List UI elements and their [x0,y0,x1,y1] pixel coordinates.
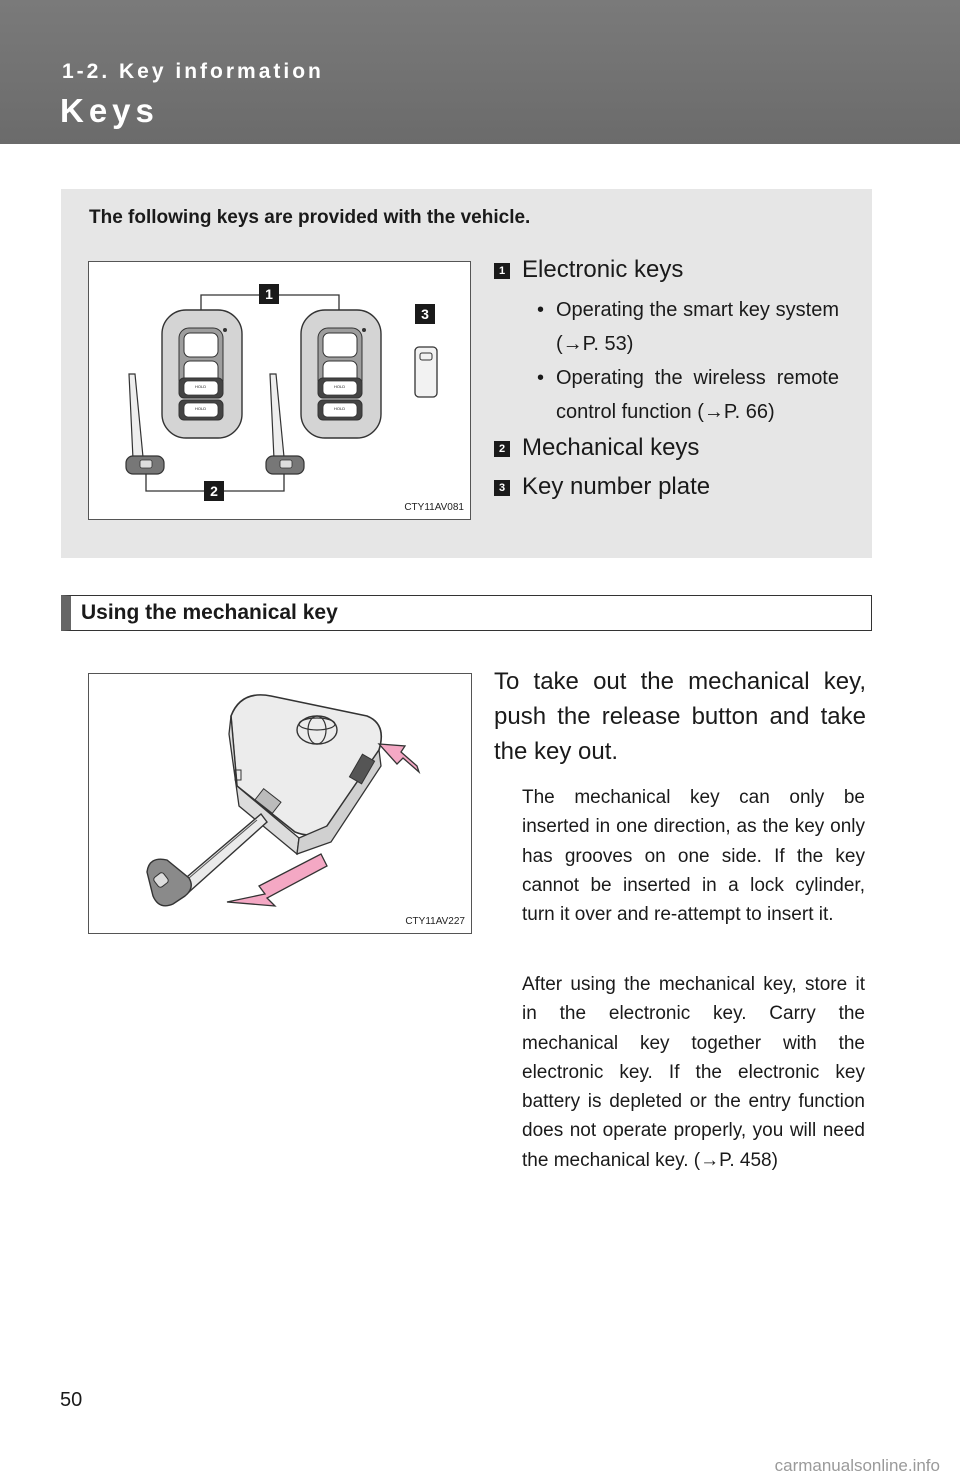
figure-code: CTY11AV227 [405,916,465,927]
section-heading-text: Using the mechanical key [81,601,338,624]
key-removal-diagram [89,674,471,933]
key-item-electronic [494,255,839,285]
svg-text:HOLD: HOLD [195,406,207,411]
intro-text: The following keys are provided with the vehicle. [89,207,531,228]
keys-info-box [61,189,872,558]
key-item-label: Electronic keys [522,256,684,283]
page-number: 50 [60,1389,83,1411]
keys-illustration [88,261,471,520]
chapter-header [0,0,960,144]
callout-3 [415,304,435,324]
note-paragraph-1: The mechanical key can only be inserted in one direction, as the key only has grooves on one side. If the key cannot be inserted in a lock cylinder, turn it over and re-attempt to insert it. [522,787,865,926]
electronic-key-right [301,310,381,438]
push-arrow-icon [379,744,419,772]
mechanical-key [147,814,267,906]
key-item-mechanical [494,433,839,463]
item-number-badge: 3 [494,480,510,496]
svg-text:HOLD: HOLD [195,384,207,389]
note-paragraph-2: After using the mechanical key, store it in the electronic key. Carry the mechanical key together with the electronic key. If the electronic key battery is depleted or the entry function does not operate properly, you will need the mechanical key. (→P. 458) [522,974,865,1171]
keys-diagram [89,262,470,519]
item-number-badge: 2 [494,441,510,457]
figure-code: CTY11AV081 [404,502,464,513]
mechanical-key-left [126,374,164,474]
page-title: Keys [60,92,159,129]
electronic-key-bullets [494,293,839,429]
callout-1 [259,284,279,304]
key-number-plate [415,347,437,397]
key-list [494,255,839,502]
item-number-badge: 1 [494,263,510,279]
mechanical-key-right [266,374,304,474]
svg-text:3: 3 [421,306,429,322]
svg-text:HOLD: HOLD [334,384,346,389]
pull-out-arrow-icon [227,854,327,906]
svg-text:1: 1 [265,286,273,302]
section-heading [61,595,872,631]
key-item-label: Key number plate [522,473,711,500]
key-item-label: Mechanical keys [522,434,700,461]
section-label: 1-2. Key information [62,60,324,83]
callout-2 [204,481,224,501]
electronic-key-left [162,310,242,438]
mechanical-key-illustration [88,673,472,934]
svg-text:HOLD: HOLD [334,406,346,411]
instruction-text: To take out the mechanical key, push the release button and take the key out. [494,668,866,765]
bullet-item: • Operating the smart key system (→P. 53) [537,299,839,355]
bullet-item: • Operating the wireless remote control function (→P. 66) [537,367,839,423]
watermark: carmanualsonline.info [774,1456,940,1475]
key-item-plate [494,472,839,502]
svg-text:2: 2 [210,483,218,499]
